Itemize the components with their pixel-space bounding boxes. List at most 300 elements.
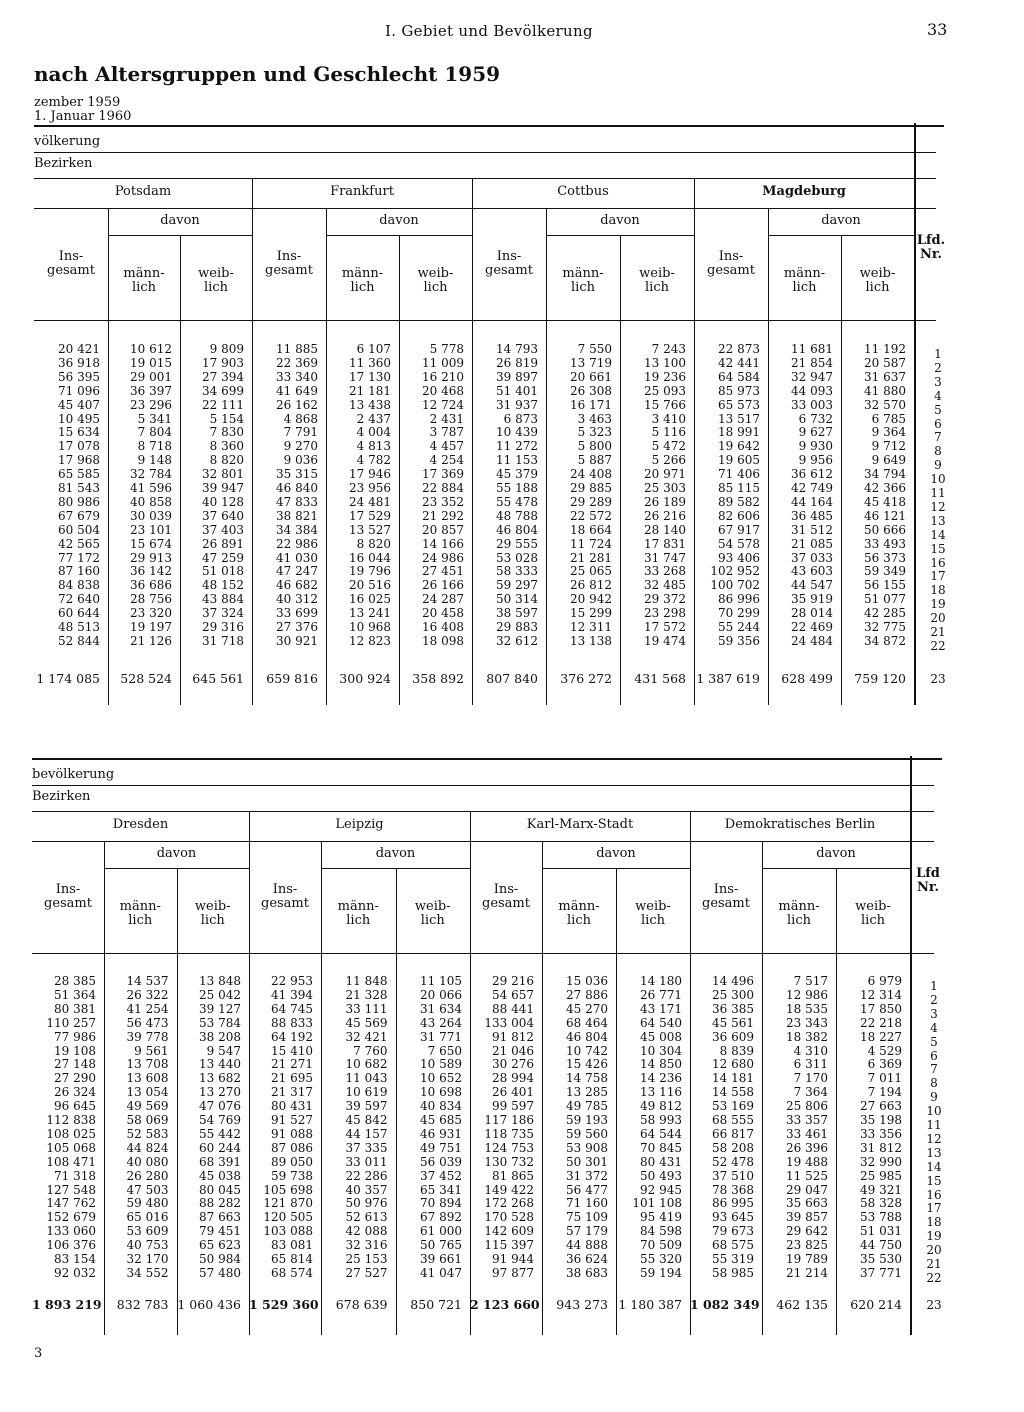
data-cell: 86 996 <box>718 592 760 607</box>
data-cell: 21 317 <box>271 1085 313 1100</box>
data-cell: 9 809 <box>209 342 244 356</box>
row-number: 9 <box>934 458 942 473</box>
data-cell: 40 834 <box>420 1099 462 1114</box>
data-cell: 28 994 <box>492 1071 534 1086</box>
data-cell: 10 619 <box>345 1085 388 1100</box>
data-cell: 29 372 <box>644 592 686 607</box>
data-cell: 28 014 <box>791 606 833 621</box>
data-cell: 23 101 <box>130 522 172 537</box>
data-cell: 127 548 <box>46 1182 96 1197</box>
data-cell: 22 369 <box>276 355 318 370</box>
data-cell: 13 682 <box>199 1071 241 1086</box>
data-cell: 39 778 <box>126 1029 169 1044</box>
data-cell: 80 381 <box>54 1001 96 1016</box>
data-cell: 13 241 <box>349 606 391 621</box>
data-cell: 52 583 <box>126 1126 169 1141</box>
data-cell: 2 431 <box>429 411 464 426</box>
data-cell: 14 236 <box>640 1071 682 1086</box>
data-cell: 29 047 <box>786 1182 828 1197</box>
data-cell: 8 718 <box>137 439 172 454</box>
data-cell: 56 373 <box>864 550 906 565</box>
data-cell: 14 558 <box>712 1085 754 1100</box>
region-name: Karl-Marx-Stadt <box>526 817 634 832</box>
row-number: 1 <box>930 979 938 993</box>
data-cell: 14 537 <box>126 974 169 988</box>
data-cell: 152 679 <box>46 1210 96 1225</box>
row-number: 18 <box>930 583 946 598</box>
data-cell: 24 986 <box>422 550 464 565</box>
row-number: 2 <box>930 992 938 1007</box>
data-cell: 44 093 <box>791 383 833 398</box>
data-cell: 44 888 <box>566 1238 608 1253</box>
data-cell: 53 788 <box>860 1210 902 1225</box>
data-cell: 64 544 <box>640 1126 682 1141</box>
data-cell: 6 873 <box>503 411 538 426</box>
row-number: 7 <box>934 430 942 445</box>
rule <box>32 785 934 786</box>
data-cell: 44 164 <box>791 494 833 509</box>
data-cell: 41 596 <box>130 481 172 495</box>
data-cell: 57 480 <box>199 1265 241 1280</box>
data-cell: 40 128 <box>202 494 244 509</box>
data-cell: 65 623 <box>199 1238 241 1253</box>
data-cell: 7 550 <box>577 342 612 356</box>
row-number: 2 <box>934 360 942 375</box>
data-cell: 9 148 <box>137 453 172 468</box>
data-cell: 7 170 <box>793 1071 828 1086</box>
data-cell: 86 995 <box>712 1196 754 1211</box>
data-cell: 15 299 <box>570 606 612 621</box>
data-cell: 8 360 <box>209 439 244 454</box>
row-number: 22 <box>930 638 946 653</box>
data-cell: 31 812 <box>860 1140 902 1155</box>
data-cell: 71 318 <box>54 1168 96 1183</box>
data-cell: 12 823 <box>349 633 391 648</box>
data-cell: 4 868 <box>283 411 318 426</box>
data-cell: 25 153 <box>345 1252 388 1266</box>
region-name: Cottbus <box>557 184 609 199</box>
data-cell: 47 833 <box>276 494 318 509</box>
data-cell: 48 513 <box>58 620 100 634</box>
data-cell: 13 285 <box>566 1085 608 1100</box>
data-cell: 124 753 <box>484 1140 534 1155</box>
data-cell: 5 116 <box>651 425 686 440</box>
data-cell: 5 323 <box>577 425 612 440</box>
data-cell: 15 674 <box>130 536 172 551</box>
data-cell: 21 271 <box>271 1057 313 1072</box>
data-cell: 46 931 <box>420 1126 462 1141</box>
data-cell: 5 472 <box>651 439 686 454</box>
data-cell: 43 884 <box>202 592 244 607</box>
row-number: 10 <box>926 1104 942 1119</box>
davon-label: davon <box>156 846 197 861</box>
data-cell: 33 268 <box>644 564 686 579</box>
data-cell: 4 310 <box>793 1043 828 1058</box>
data-cell: 7 830 <box>209 425 244 440</box>
data-cell: 26 891 <box>202 536 244 551</box>
data-cell: 14 496 <box>712 974 754 988</box>
data-cell: 61 000 <box>420 1224 462 1239</box>
data-cell: 6 107 <box>356 342 391 356</box>
rule <box>34 178 936 179</box>
data-cell: 65 573 <box>718 397 760 412</box>
data-cell: 29 913 <box>130 550 172 565</box>
data-cell: 23 825 <box>786 1238 828 1253</box>
data-cell: 6 369 <box>867 1057 902 1072</box>
data-cell: 46 121 <box>864 508 906 523</box>
data-cell: 59 349 <box>864 564 906 579</box>
data-cell: 45 569 <box>345 1015 388 1030</box>
data-cell: 142 609 <box>484 1224 534 1239</box>
data-cell: 65 585 <box>58 467 100 482</box>
data-cell: 41 394 <box>271 987 313 1002</box>
data-cell: 9 930 <box>798 439 833 454</box>
row-number: 4 <box>930 1020 938 1035</box>
data-cell: 15 036 <box>566 974 608 988</box>
maennlich-header: männ- lich <box>119 899 161 928</box>
rule <box>32 811 934 812</box>
data-cell: 10 742 <box>566 1043 608 1058</box>
page-title: nach Altersgruppen und Geschlecht 1959 <box>34 62 501 86</box>
data-cell: 29 001 <box>130 369 172 384</box>
table-caption: völkerung <box>34 134 101 149</box>
data-cell: 47 259 <box>202 550 244 565</box>
total-cell: 1 893 219 <box>32 1297 102 1312</box>
insgesamt-header: Ins- gesamt <box>707 249 755 278</box>
data-cell: 64 584 <box>718 369 760 384</box>
data-cell: 10 968 <box>349 620 391 634</box>
data-cell: 27 148 <box>54 1057 96 1072</box>
data-cell: 64 540 <box>640 1015 682 1030</box>
data-cell: 26 189 <box>644 494 686 509</box>
data-cell: 26 812 <box>570 578 612 593</box>
total-cell: 2 123 660 <box>470 1297 540 1312</box>
maennlich-header: männ- lich <box>778 899 820 928</box>
data-cell: 29 289 <box>570 494 612 509</box>
data-cell: 47 503 <box>126 1182 169 1197</box>
data-cell: 23 352 <box>422 494 464 509</box>
data-cell: 23 298 <box>644 606 686 621</box>
data-cell: 19 605 <box>718 453 760 468</box>
data-cell: 4 782 <box>356 453 391 468</box>
data-cell: 20 516 <box>349 578 391 593</box>
insgesamt-header: Ins- gesamt <box>47 249 95 278</box>
data-cell: 38 683 <box>566 1265 608 1280</box>
total-cell: 376 272 <box>560 671 612 686</box>
data-cell: 70 845 <box>640 1140 682 1155</box>
data-cell: 105 068 <box>46 1140 96 1155</box>
data-cell: 103 088 <box>263 1224 313 1239</box>
row-number: 13 <box>930 513 946 528</box>
data-cell: 45 418 <box>864 494 906 509</box>
data-cell: 133 004 <box>484 1015 534 1030</box>
data-cell: 59 194 <box>640 1265 682 1280</box>
data-cell: 67 892 <box>420 1210 462 1225</box>
data-cell: 27 376 <box>276 620 318 634</box>
data-cell: 15 426 <box>566 1057 608 1072</box>
data-cell: 64 192 <box>271 1029 313 1044</box>
row-number: 3 <box>934 374 942 389</box>
weiblich-header: weib- lich <box>194 899 231 928</box>
data-cell: 14 166 <box>422 536 464 551</box>
data-cell: 13 270 <box>199 1085 241 1100</box>
data-cell: 172 268 <box>484 1196 534 1211</box>
data-cell: 18 535 <box>786 1001 828 1016</box>
table-subcaption: Bezirken <box>34 156 93 171</box>
data-cell: 51 018 <box>202 564 244 579</box>
row-number: 6 <box>934 416 942 431</box>
data-cell: 29 216 <box>492 974 534 988</box>
table-subcaption: Bezirken <box>32 789 91 804</box>
data-cell: 37 771 <box>860 1265 902 1280</box>
rule <box>34 125 944 127</box>
data-cell: 11 885 <box>276 342 318 356</box>
data-cell: 33 340 <box>276 369 318 384</box>
data-cell: 28 756 <box>130 592 172 607</box>
insgesamt-header: Ins- gesamt <box>261 882 309 911</box>
data-cell: 9 270 <box>283 439 318 454</box>
region-name: Leipzig <box>335 817 384 832</box>
data-cell: 88 441 <box>492 1001 534 1016</box>
data-cell: 53 028 <box>496 550 538 565</box>
table-caption: bevölkerung <box>32 767 115 782</box>
data-cell: 20 468 <box>422 383 464 398</box>
davon-label: davon <box>596 846 636 861</box>
data-cell: 68 575 <box>712 1238 754 1253</box>
data-cell: 43 603 <box>791 564 833 579</box>
data-cell: 102 952 <box>710 564 760 579</box>
data-cell: 13 719 <box>570 355 612 370</box>
data-cell: 19 796 <box>349 564 391 579</box>
data-cell: 58 333 <box>496 564 538 579</box>
data-cell: 35 663 <box>786 1196 828 1211</box>
data-cell: 34 384 <box>276 522 318 537</box>
data-cell: 80 431 <box>640 1154 682 1169</box>
data-cell: 31 937 <box>496 397 538 412</box>
data-cell: 59 193 <box>566 1113 608 1127</box>
data-cell: 7 804 <box>137 425 172 440</box>
data-cell: 14 181 <box>712 1071 754 1086</box>
data-cell: 7 760 <box>353 1043 388 1058</box>
data-cell: 35 315 <box>276 467 318 482</box>
data-cell: 11 681 <box>791 342 833 356</box>
davon-label: davon <box>821 213 861 228</box>
data-cell: 108 025 <box>46 1126 96 1141</box>
data-cell: 60 644 <box>58 606 100 621</box>
data-cell: 25 042 <box>199 987 241 1002</box>
data-cell: 32 990 <box>860 1154 902 1169</box>
data-cell: 59 560 <box>566 1126 608 1141</box>
data-cell: 17 946 <box>349 467 391 482</box>
data-cell: 50 301 <box>566 1154 608 1169</box>
data-cell: 18 382 <box>786 1029 828 1044</box>
data-cell: 72 640 <box>58 592 100 607</box>
data-cell: 13 138 <box>570 633 612 648</box>
data-cell: 29 883 <box>496 620 538 634</box>
data-cell: 29 316 <box>202 620 244 634</box>
data-cell: 54 578 <box>718 536 760 551</box>
data-cell: 50 984 <box>199 1252 241 1266</box>
data-cell: 33 003 <box>791 397 833 412</box>
data-cell: 6 732 <box>798 411 833 426</box>
rule <box>34 152 936 153</box>
data-cell: 18 991 <box>718 425 760 440</box>
data-cell: 36 624 <box>566 1252 608 1266</box>
data-cell: 105 698 <box>263 1182 313 1197</box>
data-cell: 46 804 <box>496 522 538 537</box>
data-cell: 81 865 <box>492 1168 534 1183</box>
data-cell: 21 181 <box>349 383 391 398</box>
data-cell: 41 649 <box>276 383 318 398</box>
davon-label: davon <box>375 846 416 861</box>
data-cell: 16 408 <box>422 620 464 634</box>
data-cell: 9 649 <box>871 453 906 468</box>
data-cell: 40 357 <box>345 1182 388 1197</box>
weiblich-header: weib- lich <box>414 899 451 928</box>
data-cell: 26 771 <box>640 987 682 1002</box>
data-cell: 7 194 <box>867 1085 902 1100</box>
total-cell: 628 499 <box>781 671 833 686</box>
data-cell: 100 702 <box>710 578 760 593</box>
data-cell: 5 887 <box>577 453 612 468</box>
total-cell: 850 721 <box>410 1297 462 1312</box>
data-cell: 21 281 <box>570 550 612 565</box>
data-cell: 50 666 <box>864 522 906 537</box>
total-cell: 528 524 <box>120 671 172 686</box>
data-cell: 38 208 <box>199 1029 241 1044</box>
total-cell: 1 060 436 <box>177 1297 241 1312</box>
data-cell: 33 011 <box>345 1154 388 1169</box>
row-number: 16 <box>930 555 946 570</box>
row-number: 12 <box>926 1131 942 1146</box>
row-number: 20 <box>926 1243 942 1258</box>
data-cell: 19 488 <box>786 1154 828 1169</box>
data-cell: 45 407 <box>58 397 100 412</box>
data-cell: 40 753 <box>126 1238 169 1253</box>
data-cell: 58 993 <box>640 1113 682 1127</box>
data-cell: 84 838 <box>58 578 100 593</box>
data-cell: 13 517 <box>718 411 760 426</box>
data-cell: 56 395 <box>58 369 100 384</box>
data-cell: 39 661 <box>420 1252 462 1266</box>
data-cell: 33 356 <box>860 1126 902 1141</box>
data-cell: 21 328 <box>345 987 388 1002</box>
data-cell: 48 788 <box>496 508 538 523</box>
data-cell: 12 680 <box>712 1057 754 1072</box>
data-cell: 77 172 <box>58 550 100 565</box>
data-cell: 25 806 <box>786 1099 828 1114</box>
data-cell: 43 171 <box>640 1001 682 1016</box>
data-cell: 92 945 <box>640 1182 682 1197</box>
data-cell: 83 081 <box>271 1238 313 1253</box>
total-cell: 620 214 <box>850 1297 902 1312</box>
data-cell: 45 561 <box>712 1015 754 1030</box>
data-cell: 42 565 <box>58 536 100 551</box>
data-cell: 36 397 <box>130 383 172 398</box>
data-cell: 5 800 <box>577 439 612 454</box>
total-cell: 659 816 <box>266 671 318 686</box>
data-cell: 68 555 <box>712 1113 754 1127</box>
data-cell: 96 645 <box>54 1099 96 1114</box>
data-cell: 20 661 <box>570 369 612 384</box>
data-cell: 64 745 <box>271 1001 313 1016</box>
weiblich-header: weib- lich <box>198 266 234 295</box>
data-cell: 14 850 <box>640 1057 682 1072</box>
row-number: 15 <box>930 541 946 556</box>
data-cell: 32 316 <box>345 1238 388 1253</box>
data-cell: 38 597 <box>496 606 538 621</box>
data-cell: 82 606 <box>718 508 760 523</box>
data-cell: 9 036 <box>283 453 318 468</box>
data-cell: 95 419 <box>640 1210 682 1225</box>
data-cell: 8 839 <box>719 1043 754 1058</box>
row-number: 11 <box>930 486 946 500</box>
data-cell: 26 322 <box>126 987 169 1002</box>
data-cell: 22 953 <box>271 974 313 988</box>
data-cell: 24 484 <box>791 633 833 648</box>
region-name: Dresden <box>112 817 169 832</box>
data-cell: 93 645 <box>712 1210 754 1225</box>
data-cell: 70 509 <box>640 1238 682 1253</box>
row-number-total: 23 <box>930 672 946 686</box>
data-cell: 26 308 <box>570 383 612 398</box>
data-cell: 50 765 <box>420 1238 462 1253</box>
row-number: 4 <box>934 388 942 403</box>
total-cell: 431 568 <box>634 671 686 686</box>
row-number: 22 <box>926 1270 942 1285</box>
data-cell: 60 244 <box>199 1140 241 1155</box>
row-number: 8 <box>934 444 942 459</box>
data-cell: 13 608 <box>126 1071 169 1086</box>
data-cell: 7 517 <box>793 974 828 988</box>
data-cell: 4 457 <box>429 439 464 454</box>
insgesamt-header: Ins- gesamt <box>265 249 313 278</box>
data-cell: 46 804 <box>566 1029 608 1044</box>
data-cell: 28 385 <box>54 974 96 988</box>
data-cell: 121 870 <box>263 1196 313 1211</box>
data-cell: 87 160 <box>58 564 100 579</box>
region-name: Demokratisches Berlin <box>724 817 876 832</box>
data-cell: 59 356 <box>718 633 760 648</box>
data-cell: 40 312 <box>276 592 318 607</box>
data-cell: 24 408 <box>570 467 612 482</box>
data-cell: 11 192 <box>864 342 906 356</box>
data-cell: 51 401 <box>496 383 538 398</box>
total-cell: 678 639 <box>335 1297 388 1312</box>
data-cell: 91 088 <box>271 1126 313 1141</box>
data-cell: 147 762 <box>46 1196 96 1211</box>
data-cell: 33 699 <box>276 606 318 621</box>
data-cell: 55 244 <box>718 620 760 634</box>
data-cell: 20 857 <box>422 522 464 537</box>
data-cell: 78 368 <box>712 1182 754 1197</box>
row-number: 14 <box>926 1159 942 1174</box>
data-cell: 118 735 <box>484 1126 534 1141</box>
data-cell: 49 751 <box>420 1140 462 1155</box>
data-cell: 19 108 <box>54 1043 96 1058</box>
total-cell: 1 174 085 <box>36 671 100 686</box>
data-cell: 17 831 <box>644 536 686 551</box>
data-cell: 3 787 <box>429 425 464 440</box>
data-cell: 35 530 <box>860 1252 902 1266</box>
row-number: 21 <box>926 1257 942 1271</box>
data-cell: 9 364 <box>871 425 906 440</box>
data-cell: 32 947 <box>791 369 833 384</box>
data-cell: 25 985 <box>860 1168 902 1183</box>
data-cell: 22 572 <box>570 508 612 523</box>
data-cell: 80 986 <box>58 494 100 509</box>
data-cell: 17 130 <box>349 369 391 384</box>
